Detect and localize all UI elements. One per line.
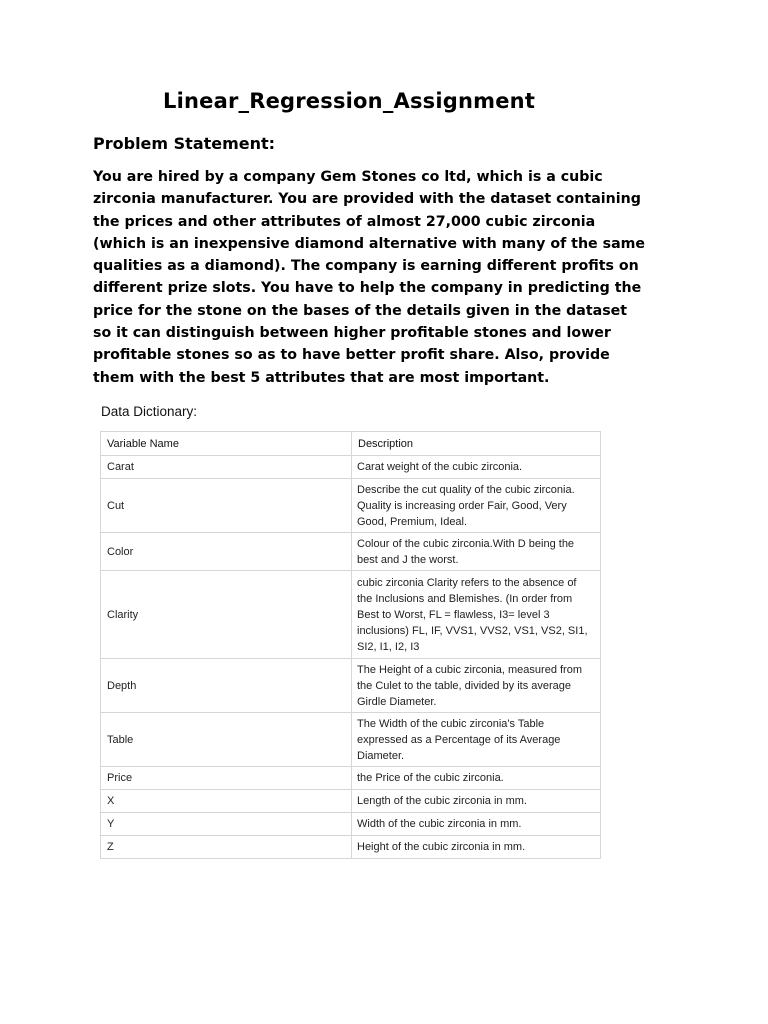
variable-name-cell: Clarity bbox=[101, 571, 352, 659]
column-header-variable-name: Variable Name bbox=[101, 432, 352, 456]
variable-name-cell: Depth bbox=[101, 659, 352, 713]
paragraph-line: them with the best 5 attributes that are most important. bbox=[93, 369, 550, 386]
paragraph-line: profitable stones so as to have better profit share. Also, provide bbox=[93, 347, 610, 364]
table-row bbox=[101, 456, 601, 479]
paragraph-line: zirconia manufacturer. You are provided with the dataset containing bbox=[93, 191, 641, 208]
paragraph-line: qualities as a diamond). The company is earning different profits on bbox=[93, 258, 639, 275]
table-row bbox=[101, 479, 601, 533]
document-title: Linear_Regression_Assignment bbox=[163, 89, 536, 113]
table-row bbox=[101, 571, 601, 659]
paragraph-line: the prices and other attributes of almost 27,000 cubic zirconia bbox=[93, 213, 596, 230]
paragraph-line: so it can distinguish between higher profitable stones and lower bbox=[93, 325, 611, 342]
paragraph-line: different prize slots. You have to help the company in predicting the bbox=[93, 280, 642, 297]
variable-name-cell: Price bbox=[101, 767, 352, 790]
paragraph-line: (which is an inexpensive diamond alternative with many of the same bbox=[93, 235, 646, 252]
variable-name-cell: Table bbox=[101, 713, 352, 767]
table-row bbox=[101, 767, 601, 790]
description-cell: The Height of a cubic zirconia, measured from the Culet to the table, divided by its average Girdle Diameter. bbox=[352, 659, 601, 713]
description-cell: Carat weight of the cubic zirconia. bbox=[352, 456, 601, 479]
paragraph-line: price for the stone on the bases of the details given in the dataset bbox=[93, 302, 628, 319]
description-cell: Length of the cubic zirconia in mm. bbox=[352, 790, 601, 813]
description-cell: Describe the cut quality of the cubic zirconia. Quality is increasing order Fair, Good, Very Good, Premium, Ideal. bbox=[352, 479, 601, 533]
table-row bbox=[101, 836, 601, 859]
description-cell: Height of the cubic zirconia in mm. bbox=[352, 836, 601, 859]
description-cell: The Width of the cubic zirconia's Table expressed as a Percentage of its Average Diameter. bbox=[352, 713, 601, 767]
table-row bbox=[101, 713, 601, 767]
description-cell: the Price of the cubic zirconia. bbox=[352, 767, 601, 790]
table-header-row bbox=[101, 432, 601, 456]
variable-name-cell: Cut bbox=[101, 479, 352, 533]
data-dictionary-heading: Data Dictionary: bbox=[101, 404, 198, 419]
variable-name-cell: Y bbox=[101, 813, 352, 836]
data-dictionary-table bbox=[100, 431, 601, 859]
variable-name-cell: Color bbox=[101, 533, 352, 571]
description-cell: Width of the cubic zirconia in mm. bbox=[352, 813, 601, 836]
column-header-description: Description bbox=[352, 432, 601, 456]
variable-name-cell: Carat bbox=[101, 456, 352, 479]
description-cell: Colour of the cubic zirconia.With D being the best and J the worst. bbox=[352, 533, 601, 571]
paragraph-line: You are hired by a company Gem Stones co ltd, which is a cubic bbox=[93, 169, 603, 185]
description-cell: cubic zirconia Clarity refers to the absence of the Inclusions and Blemishes. (In order from Best to Worst, FL = flawless, I3= level 3 inclusions) FL, IF, VVS1, VVS2, VS1, VS2, SI1, SI2, I1, I2, I3 bbox=[352, 571, 601, 659]
variable-name-cell: Z bbox=[101, 836, 352, 859]
table-row bbox=[101, 790, 601, 813]
variable-name-cell: X bbox=[101, 790, 352, 813]
table-row bbox=[101, 659, 601, 713]
table-row bbox=[101, 533, 601, 571]
table-row bbox=[101, 813, 601, 836]
problem-statement-heading: Problem Statement: bbox=[93, 134, 276, 153]
problem-statement-paragraph bbox=[93, 166, 693, 389]
